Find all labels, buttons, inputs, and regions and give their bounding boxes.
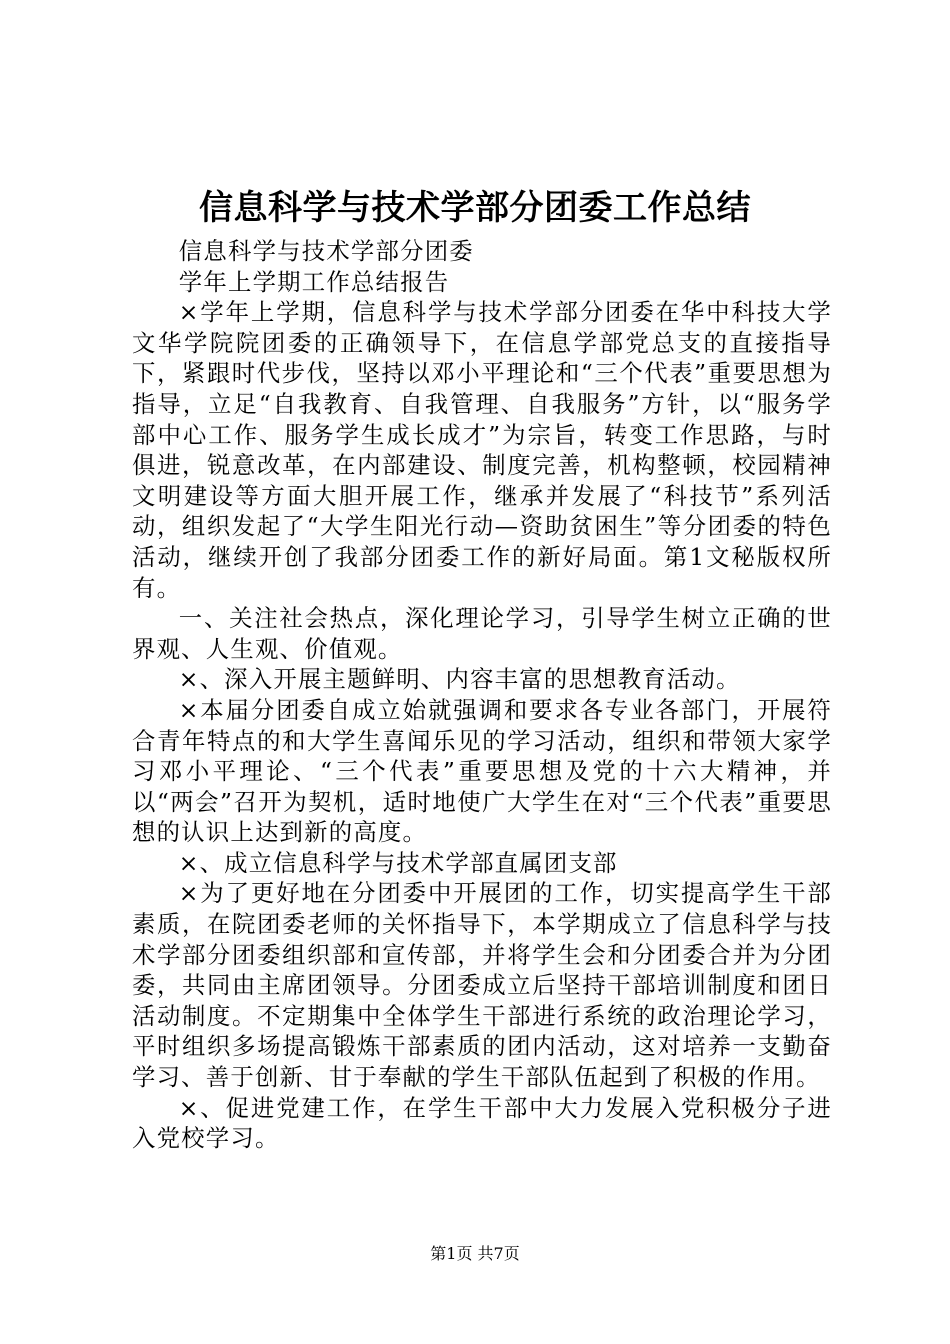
page-title: 信息科学与技术学部分团委工作总结	[199, 188, 751, 228]
paragraph: 信息科学与技术学部分团委	[178, 237, 474, 265]
paragraph: 一、关注社会热点，深化理论学习，引导学生树立正确的世界观、人生观、价值观。	[132, 604, 832, 663]
paragraph: ×、促进党建工作，在学生干部中大力发展入党积极分子进入党校学习。	[132, 1093, 832, 1153]
paragraph: ×、成立信息科学与技术学部直属团支部	[178, 848, 618, 877]
paragraph: 学年上学期工作总结报告	[178, 267, 450, 296]
paragraph: ×学年上学期，信息科学与技术学部分团委在华中科技大学文华学院院团委的正确领导下，在信息学部党总支的直接指导下，紧跟时代步伐，坚持以邓小平理论和“三个代表”重要思想为指导，立足“自我教育、自我管理、自我服务”方针，以“服务学部中心工作、服务学生成长成才”为宗旨，转变工作思路，与时俱进，锐意改革，在内部建设、制度完善，机构整顿，校园精神文明建设等方面大胆开展工作，继承并发展了“科技节”系列活动，组织发起了“大学生阳光行动—资助贫困生”等分团委的特色活动，继续开创了我部分团委工作的新好局面。第1文秘版权所有。	[132, 298, 832, 602]
paragraph: ×为了更好地在分团委中开展团的工作，切实提高学生干部素质，在院团委老师的关怀指导下，本学期成立了信息科学与技术学部分团委组织部和宣传部，并将学生会和分团委合并为分团委，共同由主席团领导。分团委成立后坚持干部培训制度和团日活动制度。不定期集中全体学生干部进行系统的政治理论学习，平时组织多场提高锻炼干部素质的团内活动，这对培养一支勤奋学习、善于创新、甘于奉献的学生干部队伍起到了积极的作用。	[132, 879, 832, 1092]
paragraph: ×、深入开展主题鲜明、内容丰富的思想教育活动。	[178, 665, 741, 694]
document-body	[132, 236, 832, 1154]
page-footer: 第1页 共7页	[430, 1244, 520, 1263]
paragraph: ×本届分团委自成立始就强调和要求各专业各部门，开展符合青年特点的和大学生喜闻乐见的学习活动，组织和带领大家学习邓小平理论、“三个代表”重要思想及党的十六大精神，并以“两会”召开为契机，适时地使广大学生在对“三个代表”重要思想的认识上达到新的高度。	[132, 695, 832, 847]
